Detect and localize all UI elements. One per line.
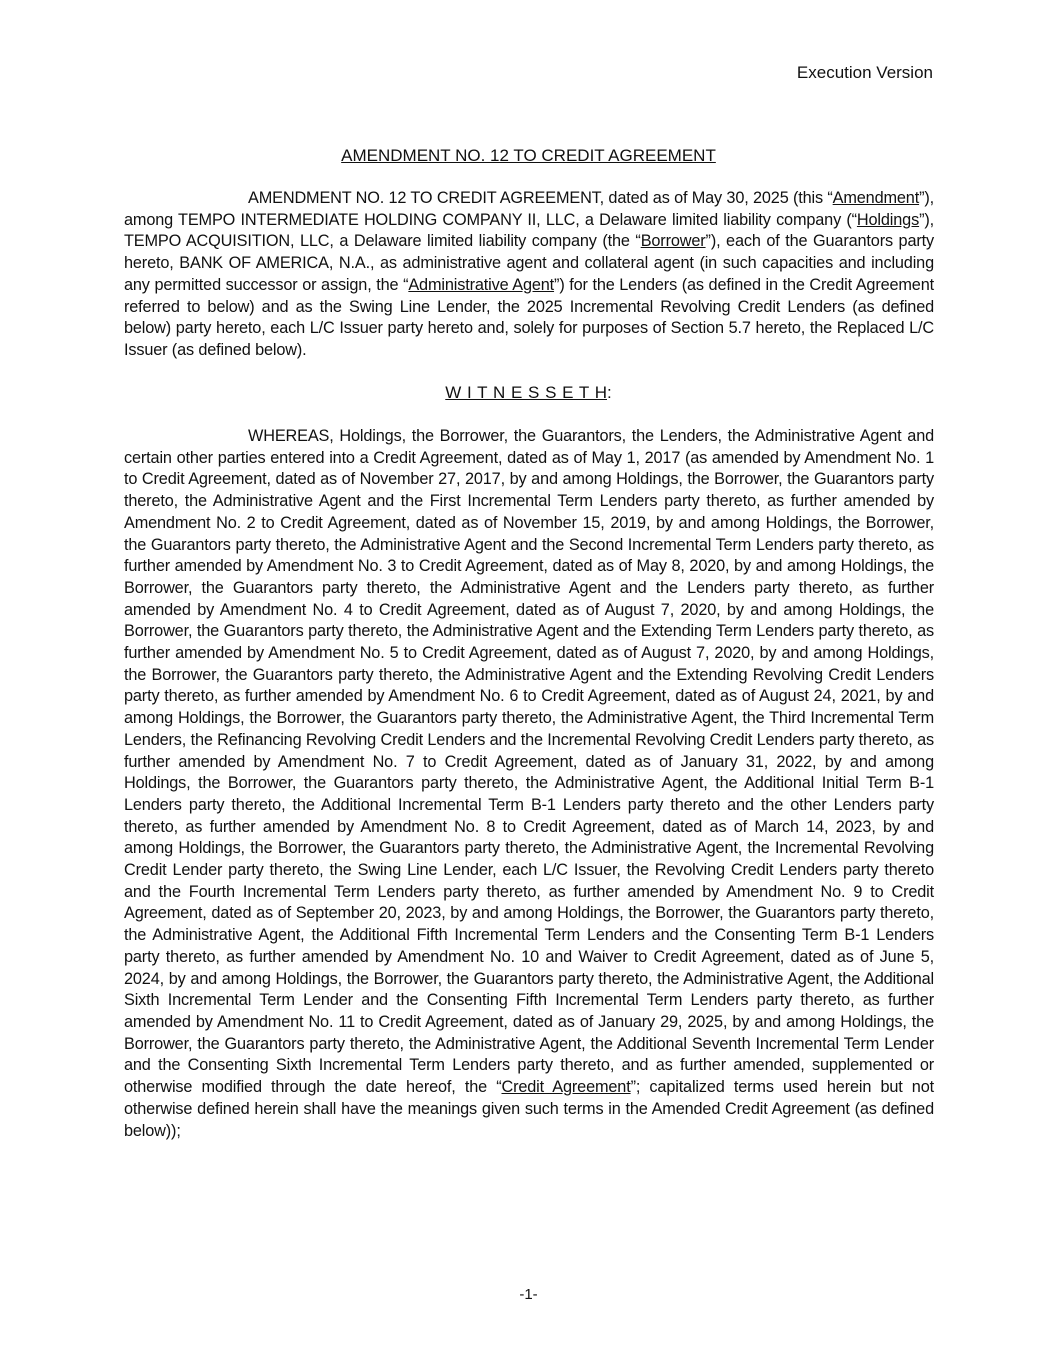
witnesseth-word: W I T N E S S E T H xyxy=(445,383,607,402)
intro-text-5: ”) for the Lenders (as defined in the Credit Agreement referred to below) and as the Swing Line Lender, the 2025 Incremental Revolving Credit Lenders (as defined below) party hereto, each L/C Issuer party hereto and, solely for purposes of Section 5.7 hereto, the Replaced L/C Issuer (as defined below). xyxy=(124,275,934,359)
defined-term-holdings: Holdings xyxy=(856,210,920,229)
version-label: Execution Version xyxy=(796,63,933,82)
witnesseth-colon: : xyxy=(607,383,612,402)
whereas-paragraph xyxy=(124,426,934,1142)
whereas-text-2: ”; capitalized terms used herein but not otherwise defined herein shall have the meanings given such terms in the Amended Credit Agreement (as defined below)); xyxy=(124,1078,934,1140)
defined-term-amendment: Amendment xyxy=(832,189,920,207)
defined-term-borrower: Borrower xyxy=(640,232,706,251)
witnesseth-heading xyxy=(0,383,1057,403)
page-number: -1- xyxy=(519,1286,538,1303)
intro-text-3: ”), TEMPO ACQUISITION, LLC, a Delaware limited liability company (the “ xyxy=(124,210,934,251)
defined-term-administrative-agent: Administrative Agent xyxy=(408,275,555,294)
defined-term-credit-agreement: Credit Agreement xyxy=(501,1078,631,1097)
intro-text-4: ”), each of the Guarantors party hereto, BANK OF AMERICA, N.A., as administrative agent and collateral agent (in such capacities and including any permitted successor or assign, the “ xyxy=(124,232,935,294)
intro-paragraph xyxy=(124,188,934,362)
intro-text-1: AMENDMENT NO. 12 TO CREDIT AGREEMENT, dated as of May 30, 2025 (this “ xyxy=(248,189,833,207)
whereas-text-1: WHEREAS, Holdings, the Borrower, the Guarantors, the Lenders, the Administrative Agent and certain other parties entered into a Credit Agreement, dated as of May 1, 2017 (as amended by Amendment No. 1 to Credit Agreement, dated as of November 27, 2017, by and among Holdings, the Borrower, the Guarantors party thereto, the Administrative Agent and the First Incremental Term Lenders party thereto, as further amended by Amendment No. 2 to Credit Agreement, dated as of November 15, 2019, by and among Holdings, the Borrower, the Guarantors party thereto, the Administrative Agent and the Second Incremental Term Lenders party thereto, as further amended by Amendment No. 3 to Credit Agreement, dated as of May 8, 2020, by and among Holdings, the Borrower, the Guarantors party thereto, the Administrative Agent and the Lenders party thereto, as further amended by Amendment No. 4 to Credit Agreement, dated as of August 7, 2020, by and among Holdings, the Borrower, the Guarantors party thereto, the Administrative Agent and the Extending Term Lenders party thereto, as further amended by Amendment No. 5 to Credit Agreement, dated as of August 7, 2020, by and among Holdings, the Borrower, the Guarantors party thereto, the Administrative Agent and the Extending Revolving Credit Lenders party thereto, as further amended by Amendment No. 6 to Credit Agreement, dated as of August 24, 2021, by and among Holdings, the Borrower, the Guarantors party thereto, the Administrative Agent, the Third Incremental Term Lenders, the Refinancing Revolving Credit Lenders and the Incremental Revolving Credit Lenders party thereto, as further amended by Amendment No. 7 to Credit Agreement, dated as of January 31, 2022, by and among Holdings, the Borrower, the Guarantors party thereto, the Administrative Agent, the Additional Initial Term B-1 Lenders party thereto, the Additional Incremental Term B-1 Lenders party thereto and the other Lenders party thereto, as further amended by Amendment No. 8 to Credit Agreement, dated as of March 14, 2023, by and among Holdings, the Borrower, the Guarantors party thereto, the Administrative Agent, the Incremental Revolving Credit Lender party thereto, the Swing Line Lender, each L/C Issuer, the Revolving Credit Lenders party thereto and the Fourth Incremental Term Lenders party thereto, as further amended by Amendment No. 9 to Credit Agreement, dated as of September 20, 2023, by and among Holdings, the Borrower, the Guarantors party thereto, the Administrative Agent, the Additional Fifth Incremental Term Lenders and the Consenting Term B-1 Lenders party thereto, as further amended by Amendment No. 10 and Waiver to Credit Agreement, dated as of June 5, 2024, by and among Holdings, the Borrower, the Guarantors party thereto, the Administrative Agent, the Additional Sixth Incremental Term Lender and the Consenting Fifth Incremental Term Lenders party thereto, as further amended by Amendment No. 11 to Credit Agreement, dated as of January 29, 2025, by and among Holdings, the Borrower, the Guarantors party thereto, the Administrative Agent, the Additional Seventh Incremental Term Lender and the Consenting Sixth Incremental Term Lenders party thereto, and as further amended, supplemented or otherwise modified through the date hereof, the “ xyxy=(124,427,934,1097)
intro-text-2: ”), among TEMPO INTERMEDIATE HOLDING COMPANY II, LLC, a Delaware limited liability company (“ xyxy=(124,189,934,229)
document-title: AMENDMENT NO. 12 TO CREDIT AGREEMENT xyxy=(341,146,716,165)
